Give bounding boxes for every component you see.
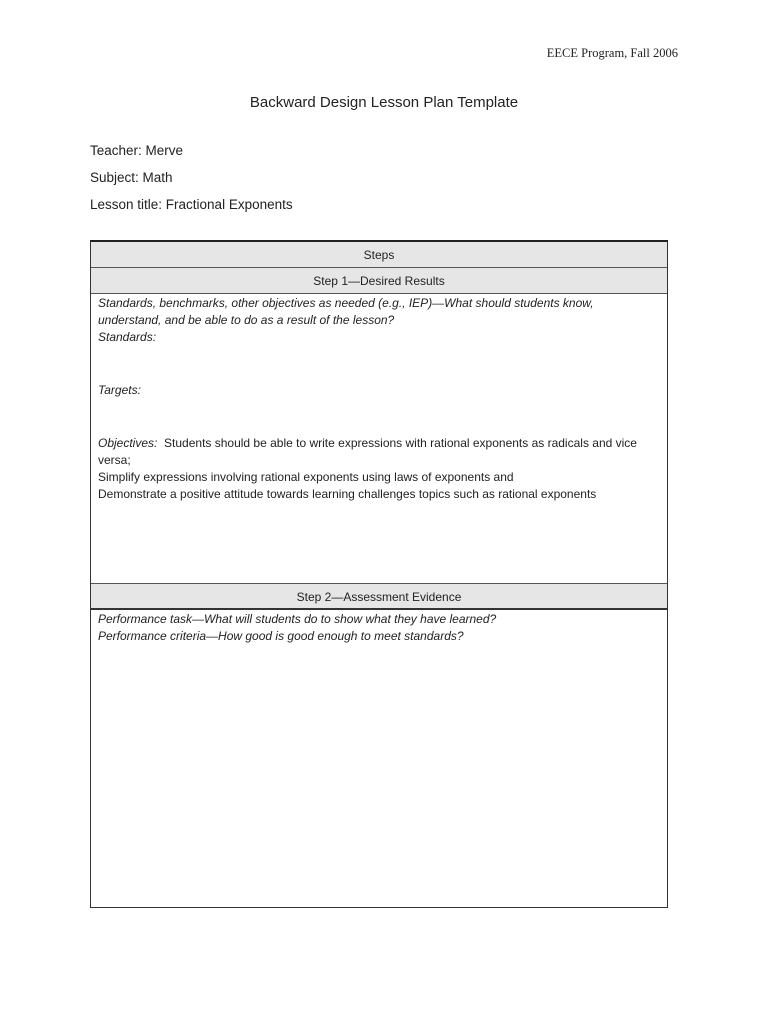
objectives-text: Students should be able to write expressions with rational exponents as radicals and vice versa; bbox=[98, 436, 637, 467]
lesson-plan-table bbox=[90, 240, 668, 908]
step1-intro: Standards, benchmarks, other objectives as needed (e.g., IEP)—What should students know, understand, and be able to do as a result of the lesson? bbox=[98, 296, 594, 327]
objectives-paragraph bbox=[98, 435, 660, 469]
objective-3: Demonstrate a positive attitude towards learning challenges topics such as rational exponents bbox=[98, 487, 597, 501]
steps-header: Steps bbox=[91, 242, 667, 268]
objectives-label: Objectives: bbox=[98, 436, 158, 450]
lesson-title-line: Lesson title: Fractional Exponents bbox=[90, 197, 293, 212]
targets-label: Targets: bbox=[98, 383, 141, 397]
step2-heading: Step 2—Assessment Evidence bbox=[91, 584, 667, 610]
performance-task: Performance task—What will students do to show what they have learned? bbox=[98, 612, 497, 626]
subject-line: Subject: Math bbox=[90, 170, 173, 185]
standards-label: Standards: bbox=[98, 330, 157, 344]
step1-heading: Step 1—Desired Results bbox=[91, 268, 667, 294]
document-title: Backward Design Lesson Plan Template bbox=[249, 94, 519, 111]
objective-2: Simplify expressions involving rational exponents using laws of exponents and bbox=[98, 470, 514, 484]
step1-content bbox=[91, 294, 667, 584]
performance-criteria: Performance criteria—How good is good enough to meet standards? bbox=[98, 629, 464, 643]
program-header: EECE Program, Fall 2006 bbox=[546, 46, 678, 60]
teacher-line: Teacher: Merve bbox=[90, 143, 184, 158]
step2-content bbox=[91, 610, 667, 907]
